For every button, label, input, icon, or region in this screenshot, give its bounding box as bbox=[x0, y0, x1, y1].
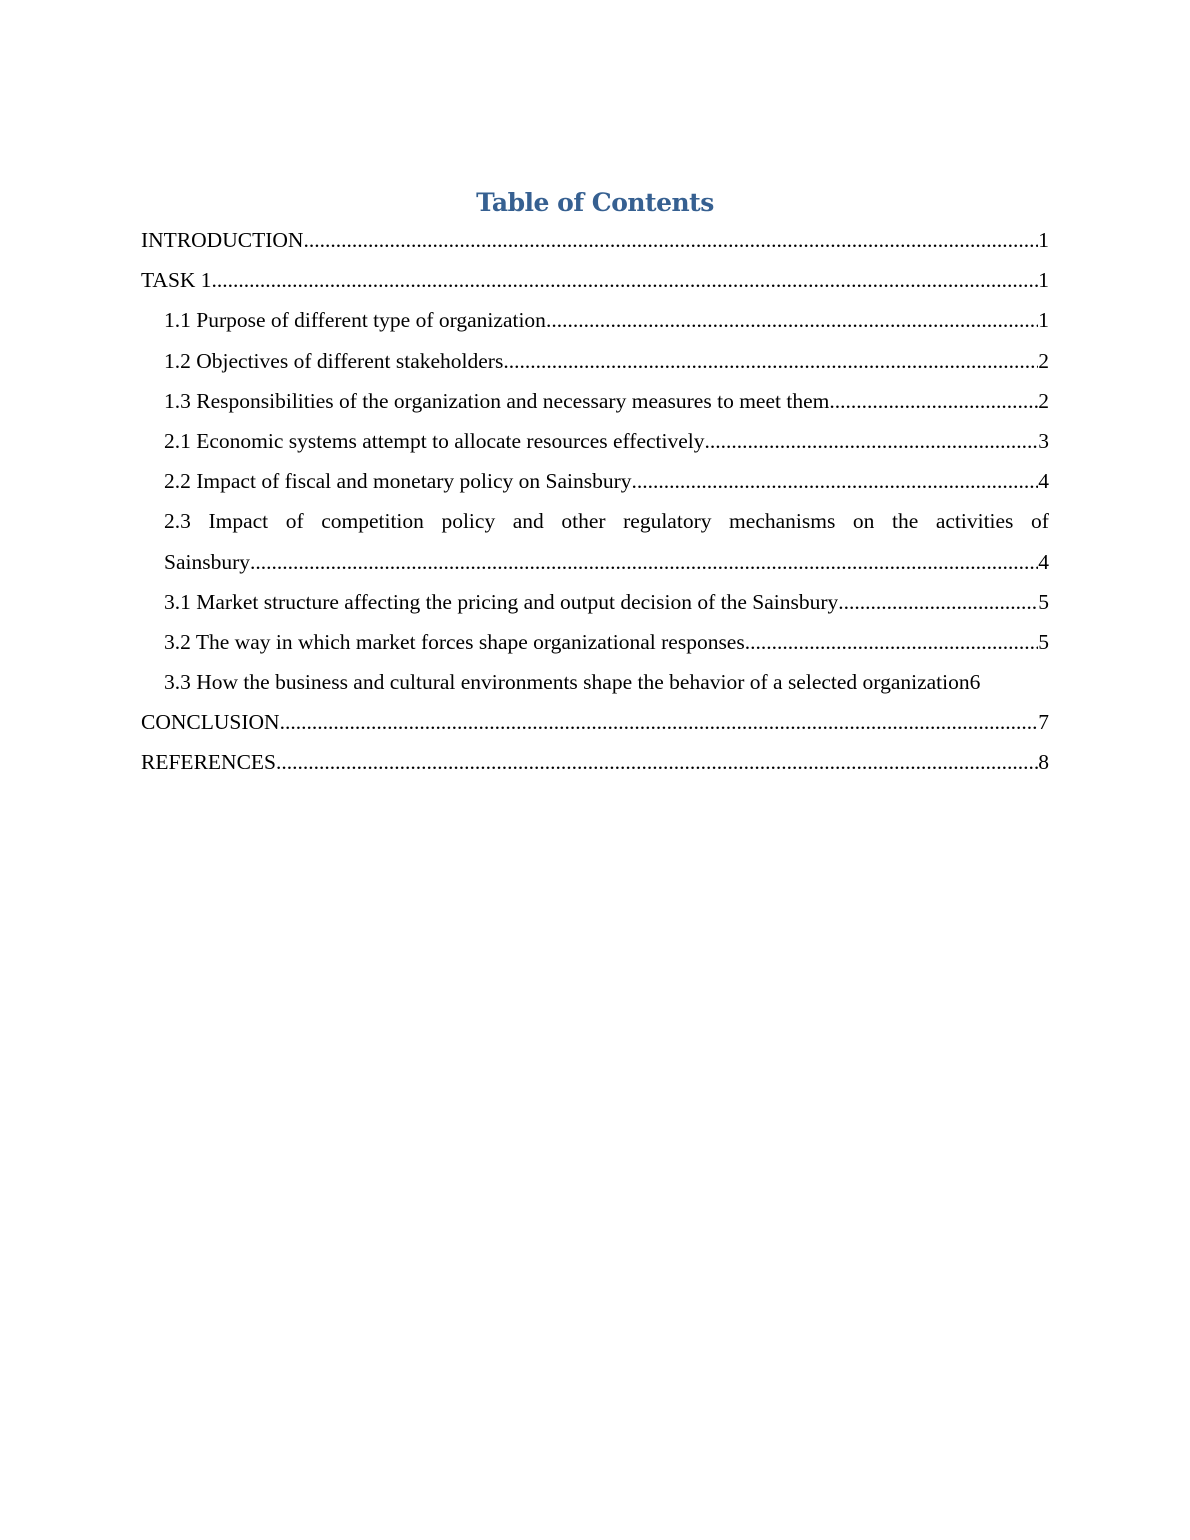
toc-entry-text: 1.2 Objectives of different stakeholders bbox=[164, 348, 504, 373]
toc-entry-2-1[interactable] bbox=[141, 421, 1049, 461]
toc-page-number: 2 bbox=[1038, 388, 1049, 413]
toc-page-number: 6 bbox=[969, 670, 981, 695]
table-of-contents bbox=[141, 220, 1049, 783]
toc-page-number: 3 bbox=[1038, 428, 1049, 453]
toc-entry-task-1[interactable] bbox=[141, 260, 1049, 300]
toc-entry-3-3[interactable] bbox=[141, 662, 1049, 702]
toc-entry-text: 2.1 Economic systems attempt to allocate resources effectively bbox=[164, 428, 705, 453]
toc-entry-text-line-1 bbox=[164, 501, 1049, 541]
toc-word: mechanisms bbox=[729, 509, 836, 534]
toc-word: regulatory bbox=[623, 509, 712, 534]
toc-word: Impact bbox=[208, 509, 269, 534]
toc-word: 2.3 bbox=[164, 509, 191, 534]
toc-entry-1-1[interactable] bbox=[141, 300, 1049, 340]
toc-word: activities bbox=[935, 509, 1014, 534]
toc-entry-3-2[interactable] bbox=[141, 622, 1049, 662]
toc-page-number: 1 bbox=[1038, 268, 1049, 293]
toc-entry-text: 2.2 Impact of fiscal and monetary policy on Sainsbury bbox=[164, 469, 632, 494]
toc-word: other bbox=[561, 509, 606, 534]
toc-entry-text: 3.1 Market structure affecting the pricing and output decision of the Sainsbury bbox=[164, 589, 839, 614]
toc-entry-3-1[interactable] bbox=[141, 582, 1049, 622]
toc-entry-2-3[interactable] bbox=[141, 501, 1049, 581]
toc-word: competition bbox=[321, 509, 424, 534]
toc-entry-text: 1.1 Purpose of different type of organization bbox=[164, 308, 546, 333]
toc-entry-text: 3.2 The way in which market forces shape organizational responses bbox=[164, 629, 745, 654]
toc-page-number: 4 bbox=[1038, 549, 1049, 574]
toc-page-number: 8 bbox=[1038, 750, 1049, 775]
toc-heading: Table of Contents bbox=[476, 188, 714, 217]
toc-entry-1-3[interactable] bbox=[141, 381, 1049, 421]
toc-word: and bbox=[512, 509, 544, 534]
toc-dot-leader bbox=[212, 260, 1039, 300]
toc-word: policy bbox=[441, 509, 496, 534]
toc-dot-leader bbox=[303, 220, 1038, 260]
toc-page-number: 7 bbox=[1038, 710, 1049, 735]
toc-page-number: 5 bbox=[1038, 629, 1049, 654]
toc-dot-leader bbox=[705, 421, 1039, 461]
toc-entry-text-line-2 bbox=[164, 542, 1049, 582]
toc-entry-introduction[interactable] bbox=[141, 220, 1049, 260]
toc-dot-leader bbox=[745, 622, 1039, 662]
toc-dot-leader bbox=[829, 381, 1038, 421]
toc-dot-leader bbox=[546, 300, 1038, 340]
toc-entry-text: 1.3 Responsibilities of the organization and necessary measures to meet them bbox=[164, 388, 830, 413]
toc-entry-text: INTRODUCTION bbox=[141, 228, 304, 252]
toc-word: the bbox=[891, 509, 919, 534]
toc-entry-text: 3.3 How the business and cultural environments shape the behavior of a selected organization bbox=[164, 670, 970, 695]
toc-entry-2-2[interactable] bbox=[141, 461, 1049, 501]
toc-word: of bbox=[1031, 509, 1049, 534]
toc-entry-conclusion[interactable] bbox=[141, 702, 1049, 742]
toc-entry-text: REFERENCES bbox=[141, 750, 276, 775]
toc-page-number: 2 bbox=[1038, 348, 1049, 373]
toc-dot-leader bbox=[632, 461, 1039, 501]
toc-dot-leader bbox=[280, 702, 1039, 742]
toc-entry-references[interactable] bbox=[141, 742, 1049, 782]
toc-entry-text: CONCLUSION bbox=[141, 710, 280, 735]
toc-page-number: 4 bbox=[1038, 469, 1049, 494]
toc-dot-leader bbox=[838, 582, 1038, 622]
toc-word: on bbox=[852, 509, 875, 534]
toc-page-number: 1 bbox=[1038, 228, 1049, 252]
toc-page-number: 5 bbox=[1038, 589, 1049, 614]
toc-dot-leader bbox=[250, 542, 1038, 582]
toc-entry-text: Sainsbury bbox=[164, 549, 250, 574]
toc-dot-leader bbox=[276, 742, 1038, 782]
toc-word: of bbox=[285, 509, 304, 534]
toc-dot-leader bbox=[503, 341, 1038, 381]
toc-entry-1-2[interactable] bbox=[141, 341, 1049, 381]
toc-entry-text: TASK 1 bbox=[141, 268, 212, 293]
toc-page-number: 1 bbox=[1038, 308, 1049, 333]
